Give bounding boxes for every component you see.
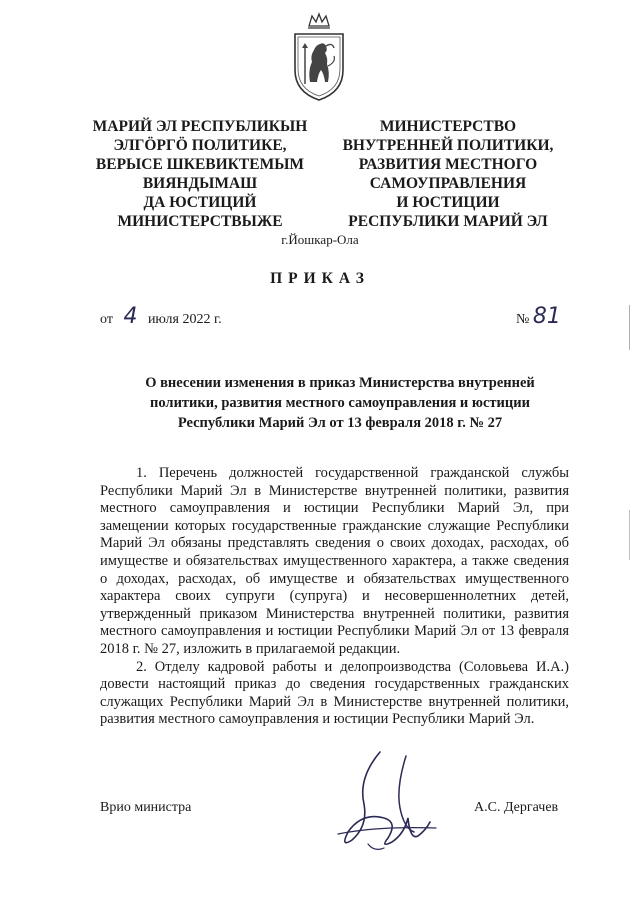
- body-paragraph: 2. Отделу кадровой работы и делопроизводства (Соловьева И.А.) довести настоящий приказ до сведения государственных гражданских служащих Республики Марий Эл в Министерстве внутренней политики, развития местного самоуправления и юстиции Республики Марий Эл.: [100, 658, 569, 728]
- signatory-position: Врио министра: [100, 800, 192, 815]
- header-left-line: ВИЯНДЫМАШ: [142, 175, 258, 192]
- number-prefix: №: [516, 312, 530, 327]
- body-paragraph: 1. Перечень должностей государственной гражданской службы Республики Марий Эл в Министерстве внутренней политики, развития местного самоуправления и юстиции Республики Марий Эл, при замещении которых государственные гражданские служащие Республики Марий Эл обязаны представлять сведения о своих доходах, расходах, об имуществе и обязательствах имущественного характера, а также сведения о доходах, расходах, об имуществе и обязательствах имущественного характера своих супруги (супруга) и несовершеннолетних детей, утвержденный приказом Министерства внутренней политики, развития местного самоуправления и юстиции Республики Марий Эл от 13 февраля 2018 г. № 27, изложить в прилагаемой редакции.: [100, 465, 569, 657]
- order-number-handwritten: 81: [532, 304, 561, 329]
- signatory-name: А.С. Дергачев: [474, 800, 559, 815]
- document-title: ПРИКАЗ: [270, 270, 370, 287]
- header-right-line: САМОУПРАВЛЕНИЯ: [369, 175, 527, 192]
- header-right-line: МИНИСТЕРСТВО: [379, 118, 517, 135]
- subject-line: О внесении изменения в приказ Министерства внутренней: [145, 375, 535, 391]
- header-right-line: И ЮСТИЦИИ: [396, 194, 500, 211]
- header-left-line: ЭЛГӦРГӦ ПОЛИТИКЕ,: [113, 137, 287, 154]
- margin-mark: [629, 510, 634, 560]
- header-left-line: МИНИСТЕРСТВЫЖЕ: [117, 213, 283, 230]
- header-right-line: РЕСПУБЛИКИ МАРИЙ ЭЛ: [348, 213, 548, 230]
- header-right-line: ВНУТРЕННЕЙ ПОЛИТИКИ,: [342, 137, 554, 154]
- header-left-line: ДА ЮСТИЦИЙ: [143, 194, 257, 211]
- city-label: г.Йошкар-Ола: [281, 232, 359, 247]
- handwritten-signature: [318, 748, 448, 860]
- margin-mark: [629, 305, 634, 350]
- order-number: [516, 304, 561, 329]
- order-body: [100, 465, 569, 729]
- header-left-line: МАРИЙ ЭЛ РЕСПУБЛИКЫН: [92, 118, 308, 135]
- date-prefix: от: [100, 312, 113, 327]
- header-left-line: ВЕРЫСЕ ШКЕВИКТЕМЫМ: [95, 156, 305, 173]
- date-line: [100, 304, 222, 329]
- subject-line: Республики Марий Эл от 13 февраля 2018 г. № 27: [177, 415, 503, 431]
- coat-of-arms-emblem: [290, 12, 348, 104]
- subject-line: политики, развития местного самоуправления и юстиции: [150, 395, 530, 411]
- date-month-year: июля 2022 г.: [147, 312, 222, 327]
- header-right-line: РАЗВИТИЯ МЕСТНОГО: [358, 156, 538, 173]
- order-subject: [100, 373, 580, 433]
- header-right-russian: [318, 117, 578, 231]
- date-day-handwritten: 4: [123, 304, 138, 329]
- header-left-mari: [70, 117, 330, 231]
